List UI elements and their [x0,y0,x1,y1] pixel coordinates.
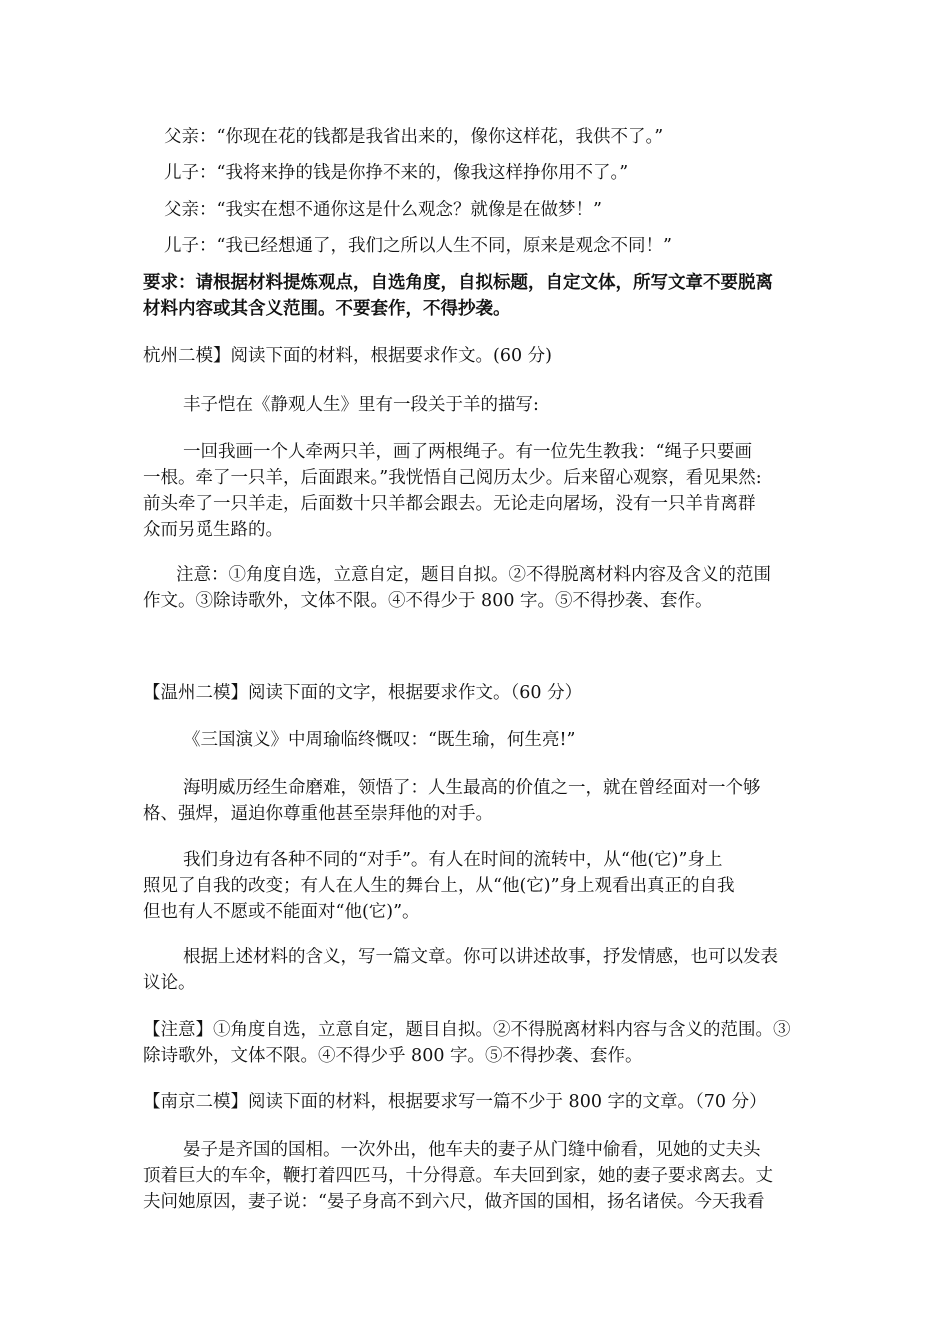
hangzhou-note-line-1: 注意：①角度自选，立意自定，题目自拟。②不得脱离材料内容及含义的范围 [176,565,771,585]
hangzhou-story-line-1: 一回我画一个人牵两只羊，画了两根绳子。有一位先生教我：“绳子只要画 [183,442,752,462]
hangzhou-intro: 丰子恺在《静观人生》里有一段关于羊的描写: [183,395,539,415]
dialogue-line-son-1: 儿子：“我将来挣的钱是你挣不来的，像我这样挣你用不了。” [164,163,629,183]
hangzhou-story-line-3: 前头牵了一只羊走，后面数十只羊都会跟去。无论走向屠场，没有一只羊肯离群 [143,494,756,514]
hangzhou-note-line-2: 作文。③除诗歌外，文体不限。④不得少于 800 字。⑤不得抄袭、套作。 [143,591,713,611]
hangzhou-story-line-4: 众而另觅生路的。 [143,520,283,540]
wenzhou-note-line-1: 【注意】①角度自选，立意自定，题目自拟。②不得脱离材料内容与含义的范围。③ [143,1020,791,1040]
hangzhou-story-line-2: 一根。牵了一只羊，后面跟来。”我恍悟自己阅历太少。后来留心观察，看见果然: [143,468,762,488]
requirement-line-2: 材料内容或其含义范围。不要套作，不得抄袭。 [143,299,511,319]
wenzhou-hemingway-line-2: 格、强焊，逼迫你尊重他甚至崇拜他的对手。 [143,804,493,824]
hangzhou-heading: 杭州二模】阅读下面的材料，根据要求作文。(60 分) [143,346,552,366]
dialogue-line-father-1: 父亲：“你现在花的钱都是我省出来的，像你这样花，我供不了。” [164,127,664,147]
wenzhou-heading: 【温州二模】阅读下面的文字，根据要求作文。（60 分） [143,683,583,703]
wenzhou-rivals-line-2: 照见了自我的改变；有人在人生的舞台上，从“他(它)”身上观看出真正的自我 [143,876,735,896]
wenzhou-note-line-2: 除诗歌外，文体不限。④不得少乎 800 字。⑤不得抄袭、套作。 [143,1046,643,1066]
wenzhou-quote: 《三国演义》中周瑜临终慨叹：“既生瑜，何生亮!” [183,730,576,750]
wenzhou-hemingway-line-1: 海明威历经生命磨难，领悟了：人生最高的价值之一，就在曾经面对一个够 [183,778,761,798]
dialogue-line-father-2: 父亲：“我实在想不通你这是什么观念？就像是在做梦！” [164,200,602,220]
wenzhou-task-line-2: 议论。 [143,973,196,993]
nanjing-story-line-3: 夫问她原因，妻子说：“晏子身高不到六尺，做齐国的国相，扬名诸侯。今天我看 [143,1192,765,1212]
wenzhou-rivals-line-3: 但也有人不愿或不能面对“他(它)”。 [143,902,420,922]
requirement-line-1: 要求：请根据材料提炼观点，自选角度，自拟标题，自定文体，所写文章不要脱离 [143,273,773,293]
wenzhou-task-line-1: 根据上述材料的含义，写一篇文章。你可以讲述故事，抒发情感，也可以发表 [183,947,778,967]
nanjing-heading: 【南京二模】阅读下面的材料，根据要求写一篇不少于 800 字的文章。（70 分） [143,1092,767,1112]
wenzhou-rivals-line-1: 我们身边有各种不同的“对手”。有人在时间的流转中，从“他(它)”身上 [183,850,723,870]
nanjing-story-line-2: 顶着巨大的车伞，鞭打着四匹马，十分得意。车夫回到家，她的妻子要求离去。丈 [143,1166,773,1186]
dialogue-line-son-2: 儿子：“我已经想通了，我们之所以人生不同，原来是观念不同！” [164,236,672,256]
nanjing-story-line-1: 晏子是齐国的国相。一次外出，他车夫的妻子从门缝中偷看，见她的丈夫头 [183,1140,761,1160]
